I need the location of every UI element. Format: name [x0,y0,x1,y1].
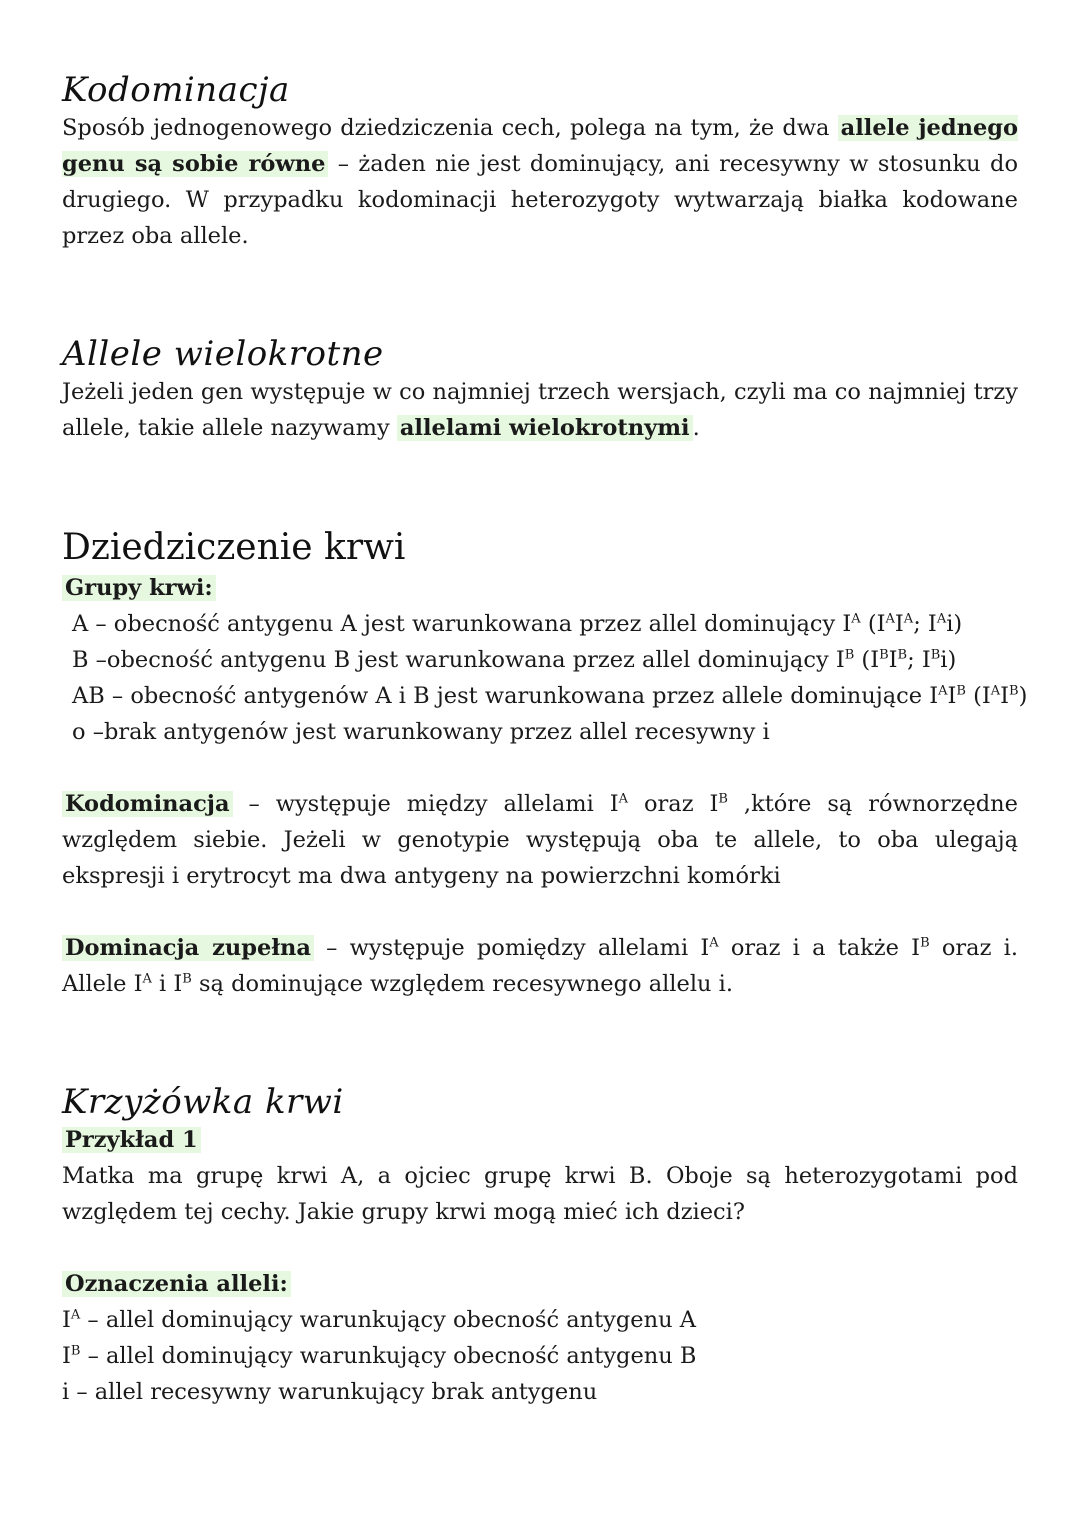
heading-kodominacja: Kodominacja [62,70,290,110]
text-segment: ,które są równorzędne względem siebie. Jeżeli w genotypie występują oba te allele, to oba ulegają ekspresji i erytrocyt ma dwa antygeny na powierzchni komórki [62,791,1018,889]
text-segment: Jeżeli jeden gen występuje w co najmniej trzech wersjach, czyli ma co najmniej trzy allele, takie allele nazywamy [62,379,1018,441]
highlight-grupy-krwi: Grupy krwi: [62,575,216,601]
text-segment: i I [151,971,183,997]
blood-group-ab: AB – obecność antygenów A i B jest warunkowana przez allele dominujące $I^AI^B$ $(I^AI^B)$ [72,683,1028,709]
example-label [62,1122,1018,1158]
text-segment: A – obecność antygenu A jest warunkowana przez allel dominujący I [72,611,852,637]
text-segment: – żaden nie jest dominujący, ani recesywny w stosunku do drugiego. W przypadku kodominacji heterozygoty wytwarzają białka kodowane przez oba allele. [62,151,1018,249]
text-segment: B –obecność antygenu B jest warunkowana przez allel dominujący I [72,647,845,673]
blood-group-a: A – obecność antygenu A jest warunkowana przez allel dominujący $I^A$ ($I^AI^A$; $I^Ai$) [72,611,963,637]
sup: B [844,647,855,663]
document-page [62,70,1028,1410]
sup: B [956,683,966,699]
text-segment: oraz i. Allele I [62,935,1018,997]
highlight-oznaczenia: Oznaczenia alleli: [62,1271,291,1297]
sup: B [920,935,930,951]
sup: A [936,611,947,627]
sup: A [70,1307,81,1323]
oznaczenie-ia: $I^A$ – allel dominujący warunkujący obecność antygenu A [62,1307,696,1333]
highlight-przyklad: Przykład 1 [62,1127,201,1153]
sup: B [879,647,889,663]
kodominacja-definition [62,110,1018,254]
text-segment: Sposób jednogenowego dziedziczenia cech, polega na tym, że dwa [62,115,838,141]
heading-dziedziczenie-krwi: Dziedziczenie krwi [62,527,406,568]
sup: B [930,647,941,663]
allele-wielokrotne-definition [62,374,1018,446]
oznaczenia-label [62,1266,1018,1302]
heading-allele-wielokrotne: Allele wielokrotne [62,334,384,374]
sup: A [938,683,948,699]
sup: A [851,611,861,627]
sup: B [70,1343,81,1359]
highlight-allelami-wielokrotnymi: allelami wielokrotnymi [397,415,693,441]
sup: B [182,971,192,987]
dominacja-zupelna-paragraph [62,930,1018,1002]
blood-group-b: B –obecność antygenu B jest warunkowana przez allel dominujący $I^B$ ($I^BI^B$; $I^Bi$) [72,647,957,673]
text-segment: oraz i a także I [718,935,921,961]
sup: B [1009,683,1019,699]
highlight-dominacja-zupelna: Dominacja zupełna [62,935,314,961]
text-segment: oraz I [628,791,719,817]
example-text: Matka ma grupę krwi A, a ojciec grupę krwi B. Oboje są heterozygotami pod względem tej cechy. Jakie grupy krwi mogą mieć ich dzieci? [62,1163,1018,1225]
sup: A [903,611,914,627]
text-segment: – allel dominujący warunkujący obecność antygenu A [80,1307,696,1333]
text-segment: – występuje pomiędzy allelami I [313,935,710,961]
text-segment: – allel dominujący warunkujący obecność antygenu B [80,1343,697,1369]
highlight-kodominacja: Kodominacja [62,791,233,817]
text-segment: . [692,415,700,441]
sup: A [618,791,629,807]
text-segment: są dominujące względem recesywnego allelu i. [191,971,734,997]
sup: B [718,791,728,807]
sup: A [142,971,152,987]
kodominacja-blood-paragraph [62,786,1018,894]
sup: A [990,683,1001,699]
heading-krzyzowka-krwi: Krzyżówka krwi [62,1082,344,1122]
sup: A [885,611,895,627]
oznaczenie-i: i – allel recesywny warunkujący brak antygenu [62,1379,598,1405]
blood-group-0: o –brak antygenów jest warunkowany przez allel recesywny i [72,719,770,745]
text-segment: AB – obecność antygenów A i B jest warunkowana przez allele dominujące I [72,683,939,709]
text-segment: – występuje między allelami I [232,791,619,817]
sup: B [897,647,908,663]
sup: A [709,935,719,951]
highlight-allele-rowne: allele jednego genu są sobie równe [62,115,1018,177]
subheading-grupy-krwi [62,570,1018,606]
oznaczenie-ib: $I^B$ – allel dominujący warunkujący obecność antygenu B [62,1343,697,1369]
